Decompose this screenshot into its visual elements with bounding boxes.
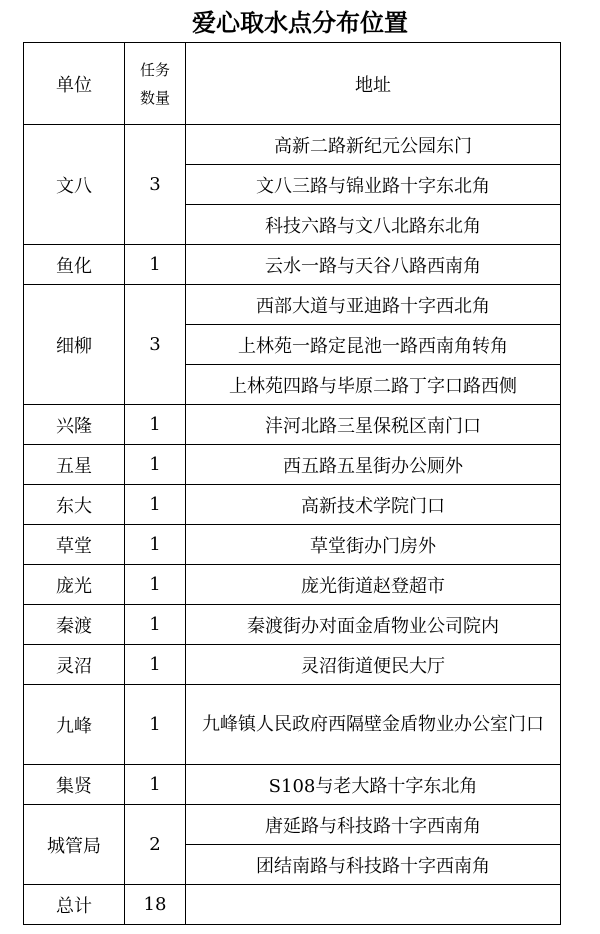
address-cell: 云水一路与天谷八路西南角 [186, 245, 561, 285]
table-row [24, 645, 561, 685]
count-cell: 3 [125, 285, 186, 405]
address-cell: 科技六路与文八北路东北角 [186, 205, 561, 245]
unit-cell: 鱼化 [24, 245, 125, 285]
address-cell: 上林苑四路与毕原二路丁字口路西侧 [186, 365, 561, 405]
count-cell: 1 [125, 485, 186, 525]
total-label: 总计 [24, 885, 125, 925]
header-row [24, 43, 561, 125]
header-task-count [125, 43, 186, 125]
table-row [24, 805, 561, 845]
address-cell: 草堂街办门房外 [186, 525, 561, 565]
unit-cell: 庞光 [24, 565, 125, 605]
address-cell: 庞光街道赵登超市 [186, 565, 561, 605]
table-row [24, 485, 561, 525]
count-cell: 1 [125, 685, 186, 765]
table-row [24, 125, 561, 165]
address-cell: 高新二路新纪元公园东门 [186, 125, 561, 165]
table-row [24, 285, 561, 325]
count-cell: 1 [125, 565, 186, 605]
address-cell: 唐延路与科技路十字西南角 [186, 805, 561, 845]
address-cell: 团结南路与科技路十字西南角 [186, 845, 561, 885]
count-cell: 1 [125, 525, 186, 565]
unit-cell: 城管局 [24, 805, 125, 885]
table-row [24, 245, 561, 285]
total-count: 18 [125, 885, 186, 925]
water-point-table [23, 42, 561, 925]
unit-cell: 九峰 [24, 685, 125, 765]
count-cell: 1 [125, 445, 186, 485]
count-cell: 1 [125, 765, 186, 805]
table-row [24, 565, 561, 605]
count-cell: 3 [125, 125, 186, 245]
address-cell: 西部大道与亚迪路十字西北角 [186, 285, 561, 325]
unit-cell: 兴隆 [24, 405, 125, 445]
unit-cell: 细柳 [24, 285, 125, 405]
address-cell: 秦渡街办对面金盾物业公司院内 [186, 605, 561, 645]
unit-cell: 灵沼 [24, 645, 125, 685]
total-address [186, 885, 561, 925]
page-title: 爱心取水点分布位置 [192, 9, 408, 37]
address-cell: 文八三路与锦业路十字东北角 [186, 165, 561, 205]
unit-cell: 草堂 [24, 525, 125, 565]
address-cell: 灵沼街道便民大厅 [186, 645, 561, 685]
unit-cell: 文八 [24, 125, 125, 245]
table-row [24, 685, 561, 765]
address-cell: 上林苑一路定昆池一路西南角转角 [186, 325, 561, 365]
address-cell: S108与老大路十字东北角 [186, 765, 561, 805]
header-task-line1: 任务 [139, 60, 170, 79]
total-row [24, 885, 561, 925]
count-cell: 1 [125, 645, 186, 685]
table-row [24, 605, 561, 645]
header-unit: 单位 [24, 43, 125, 125]
header-address: 地址 [186, 43, 561, 125]
table-row [24, 405, 561, 445]
unit-cell: 秦渡 [24, 605, 125, 645]
count-cell: 1 [125, 605, 186, 645]
count-cell: 2 [125, 805, 186, 885]
count-cell: 1 [125, 405, 186, 445]
address-cell: 高新技术学院门口 [186, 485, 561, 525]
unit-cell: 集贤 [24, 765, 125, 805]
header-task-line2: 数量 [139, 88, 170, 107]
table-row [24, 765, 561, 805]
address-cell: 九峰镇人民政府西隔壁金盾物业办公室门口 [186, 685, 561, 765]
unit-cell: 五星 [24, 445, 125, 485]
unit-cell: 东大 [24, 485, 125, 525]
address-cell: 西五路五星街办公厕外 [186, 445, 561, 485]
table-row [24, 525, 561, 565]
address-cell: 沣河北路三星保税区南门口 [186, 405, 561, 445]
table-row [24, 445, 561, 485]
count-cell: 1 [125, 245, 186, 285]
